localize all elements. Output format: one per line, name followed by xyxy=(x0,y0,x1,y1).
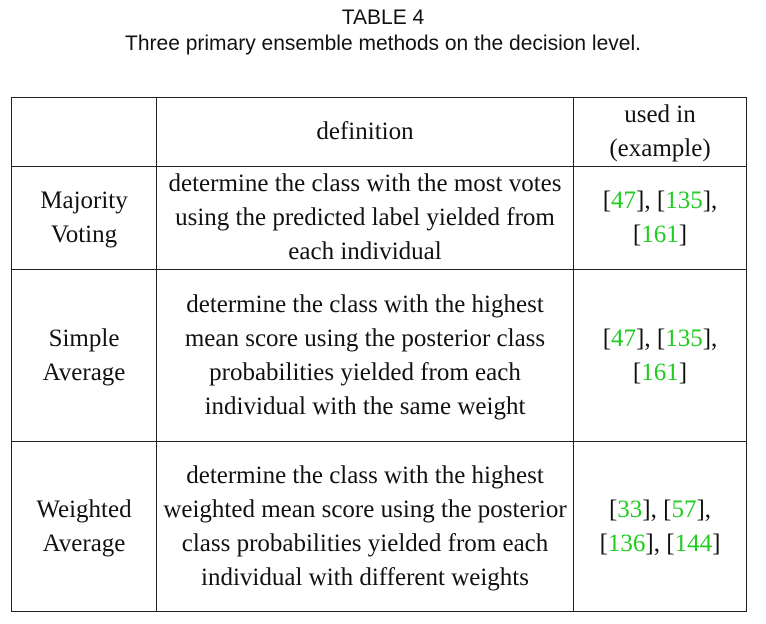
header-used-in: used in (example) xyxy=(574,98,747,167)
definition-cell: determine the class with the highest weighted mean score using the posterior class probabilities yielded from each individual with different weights xyxy=(157,442,574,612)
citation-link[interactable]: 136 xyxy=(607,529,646,557)
citations-cell: [47], [135], [161] xyxy=(574,270,747,442)
citation-link[interactable]: 144 xyxy=(674,529,713,557)
citation-link[interactable]: 161 xyxy=(641,358,679,386)
citations-cell: [47], [135], [161] xyxy=(574,167,747,270)
citation-link[interactable]: 47 xyxy=(611,187,637,214)
table-header-row xyxy=(12,98,747,167)
table-label: TABLE 4 xyxy=(341,6,425,29)
header-method xyxy=(12,98,157,167)
definition-cell: determine the class with the highest mean score using the posterior class probabilities yielded from each individual with the same weight xyxy=(157,270,574,442)
citation-link[interactable]: 33 xyxy=(617,495,643,523)
header-definition: definition xyxy=(157,98,574,167)
definition-cell: determine the class with the most votes using the predicted label yielded from each individual xyxy=(157,167,574,270)
table-row xyxy=(12,442,747,612)
table-row xyxy=(12,270,747,442)
ensemble-methods-table xyxy=(11,97,747,612)
table-caption: Three primary ensemble methods on the decision level. xyxy=(125,32,641,55)
citation-link[interactable]: 135 xyxy=(665,324,703,352)
method-cell: Majority Voting xyxy=(12,167,157,270)
citation-link[interactable]: 47 xyxy=(611,324,637,352)
citations-cell: [33], [57], [136], [144] xyxy=(574,442,747,612)
method-cell: Simple Average xyxy=(12,270,157,442)
citation-link[interactable]: 57 xyxy=(671,495,697,523)
table-row xyxy=(12,167,747,270)
citation-link[interactable]: 161 xyxy=(641,221,679,248)
citation-link[interactable]: 135 xyxy=(665,187,703,214)
method-cell: Weighted Average xyxy=(12,442,157,612)
